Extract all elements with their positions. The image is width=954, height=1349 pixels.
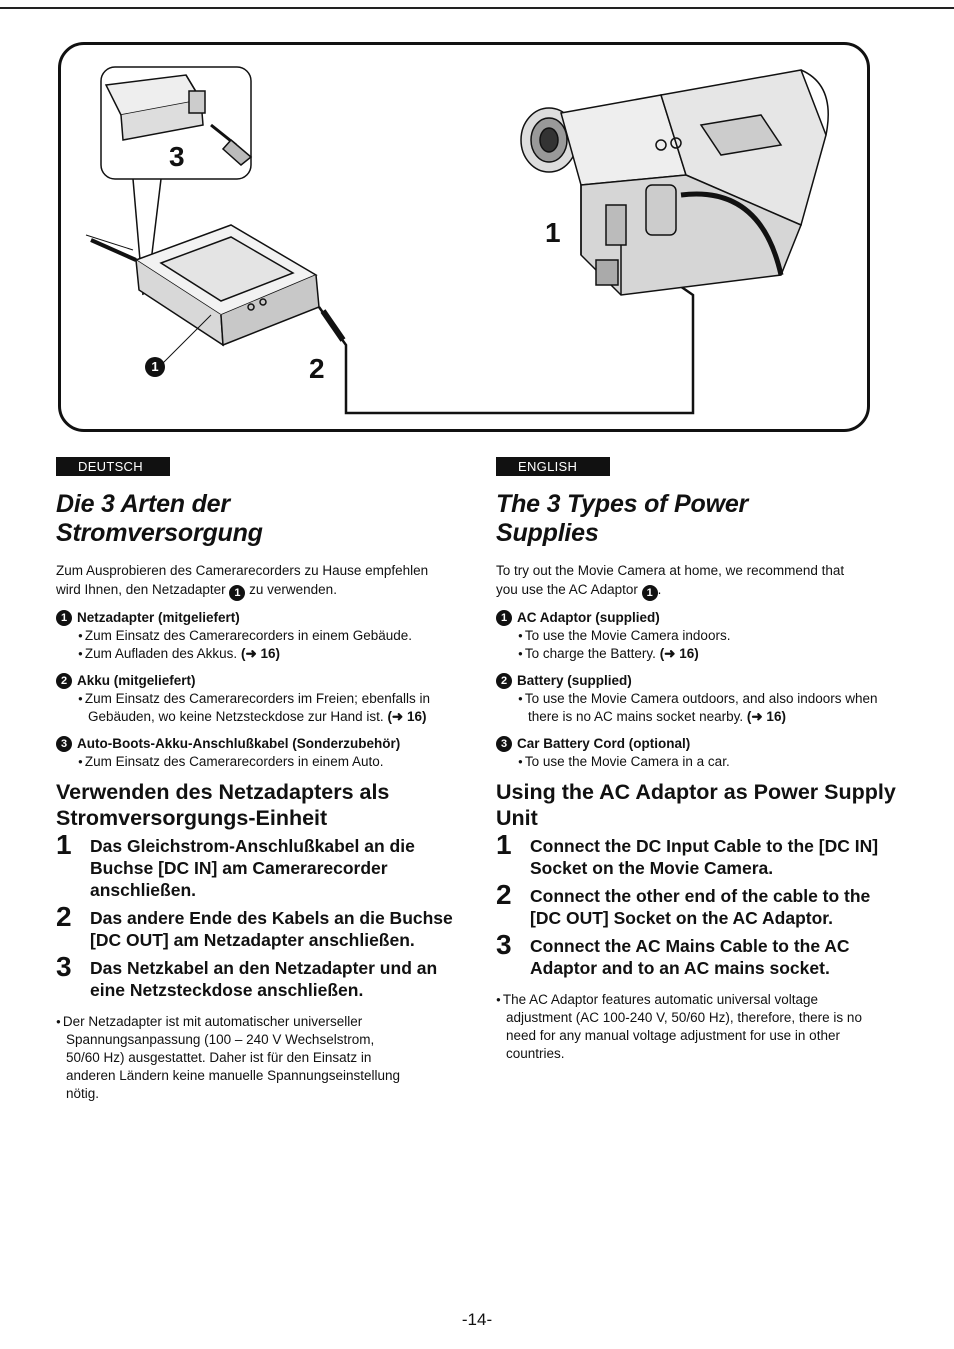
movie-camera-drawing xyxy=(521,70,828,295)
english-step-1: 1 Connect the DC Input Cable to the [DC IN] Socket on the Movie Camera. xyxy=(496,829,879,878)
german-intro: Zum Ausprobieren des Camerarecorders zu Hause empfehlen wird Ihnen, den Netzadapter 1 zu verwenden. xyxy=(56,563,429,599)
english-item-2: 2 Battery (supplied) ● To use the Movie Camera outdoors, and also indoors when there is no AC mains socket nearby. (➜ 16) xyxy=(496,672,896,727)
list-item: ● To use the Movie Camera indoors. xyxy=(518,627,896,646)
circled-number-2: 2 xyxy=(496,673,512,689)
top-rule xyxy=(0,7,954,9)
figure-label-3: 3 xyxy=(169,141,185,172)
english-section-title: Using the AC Adaptor as Power Supply Unit xyxy=(496,780,896,830)
list-item: ● To use the Movie Camera in a car. xyxy=(518,753,896,772)
english-title-line1: The 3 Types of Power xyxy=(496,490,749,518)
german-title-line2: Stromversorgung xyxy=(56,519,263,547)
circled-number-3: 3 xyxy=(496,736,512,752)
language-tag-deutsch: DEUTSCH xyxy=(56,457,170,476)
circled-number-1: 1 xyxy=(642,585,658,601)
english-step-2: 2 Connect the other end of the cable to the [DC OUT] Socket on the AC Adaptor. xyxy=(496,879,871,928)
german-column xyxy=(56,457,456,1103)
german-step-1: 1 Das Gleichstrom-Anschlußkabel an die Buchse [DC IN] am Camerarecorder anschließen. xyxy=(56,829,415,900)
circled-number-1: 1 xyxy=(229,585,245,601)
page-number: -14- xyxy=(461,1310,493,1329)
list-item: ● Zum Einsatz des Camerarecorders in einem Auto. xyxy=(78,753,456,772)
english-column xyxy=(496,457,896,1063)
german-item-2: 2 Akku (mitgeliefert) ● Zum Einsatz des Camerarecorders im Freien; ebenfalls in Gebäuden, wo keine Netzsteckdose zur Hand ist. (➜ 16) xyxy=(56,672,456,727)
english-step-3: 3 Connect the AC Mains Cable to the AC Adaptor and to an AC mains socket. xyxy=(496,929,850,978)
circled-number-1: 1 xyxy=(496,610,512,626)
german-item-3: 3 Auto-Boots-Akku-Anschlußkabel (Sonderzubehör) ● Zum Einsatz des Camerarecorders in einem Auto. xyxy=(56,735,456,772)
german-title-line1: Die 3 Arten der xyxy=(56,490,230,518)
circled-number-3: 3 xyxy=(56,736,72,752)
illustration-frame xyxy=(58,42,870,432)
list-item: ● To use the Movie Camera outdoors, and also indoors when there is no AC mains socket nearby. (➜ 16) xyxy=(518,690,896,727)
figure-label-2: 2 xyxy=(309,353,325,384)
list-item: ● Zum Aufladen des Akkus. (➜ 16) xyxy=(78,645,456,664)
english-note: ● The AC Adaptor features automatic universal voltage adjustment (AC 100-240 V, 50/60 Hz), therefore, there is no need for any manual voltage adjustment for use in other countries. xyxy=(496,991,868,1063)
language-tag-english: ENGLISH xyxy=(496,457,610,476)
illustration-drawing xyxy=(61,45,870,432)
english-intro: To try out the Movie Camera at home, we recommend that you use the AC Adaptor 1 . xyxy=(496,563,845,599)
figure-label-circle-1: 1 xyxy=(145,357,165,377)
list-item: ● Zum Einsatz des Camerarecorders in einem Gebäude. xyxy=(78,627,456,646)
page-ref: (➜ 16) xyxy=(240,646,281,661)
circled-number-2: 2 xyxy=(56,673,72,689)
english-item-1: 1 AC Adaptor (supplied) ● To use the Movie Camera indoors. ● To charge the Battery. (➜ 16) xyxy=(496,609,896,664)
list-item: ● Zum Einsatz des Camerarecorders im Freien; ebenfalls in Gebäuden, wo keine Netzsteckdose zur Hand ist. (➜ 16) xyxy=(78,690,456,727)
figure-label-1: 1 xyxy=(545,217,561,248)
german-title xyxy=(56,490,456,548)
circled-number-1: 1 xyxy=(56,610,72,626)
german-section-title: Verwenden des Netzadapters als Stromversorgungs-Einheit xyxy=(56,780,390,830)
english-item-3: 3 Car Battery Cord (optional) ● To use the Movie Camera in a car. xyxy=(496,735,896,772)
german-item-1: 1 Netzadapter (mitgeliefert) ● Zum Einsatz des Camerarecorders in einem Gebäude. ● Zum Aufladen des Akkus. (➜ 16) xyxy=(56,609,456,664)
page-ref: (➜ 16) xyxy=(387,709,427,724)
german-step-3: 3 Das Netzkabel an den Netzadapter und an eine Netzsteckdose anschließen. xyxy=(56,951,438,1000)
page-ref: (➜ 16) xyxy=(746,709,786,724)
english-title xyxy=(496,490,896,548)
german-step-2: 2 Das andere Ende des Kabels an die Buchse [DC OUT] am Netzadapter anschließen. xyxy=(56,901,453,950)
english-title-line2: Supplies xyxy=(496,519,599,547)
page-ref: (➜ 16) xyxy=(659,646,699,661)
list-item: ● To charge the Battery. (➜ 16) xyxy=(518,645,896,664)
german-note: ● Der Netzadapter ist mit automatischer universeller Spannungsanpassung (100 – 240 V Wechselstrom, 50/60 Hz) ausgestattet. Daher ist für den Einsatz in anderen Ländern keine manuelle Spannungseinstellung nötig. xyxy=(56,1013,406,1103)
